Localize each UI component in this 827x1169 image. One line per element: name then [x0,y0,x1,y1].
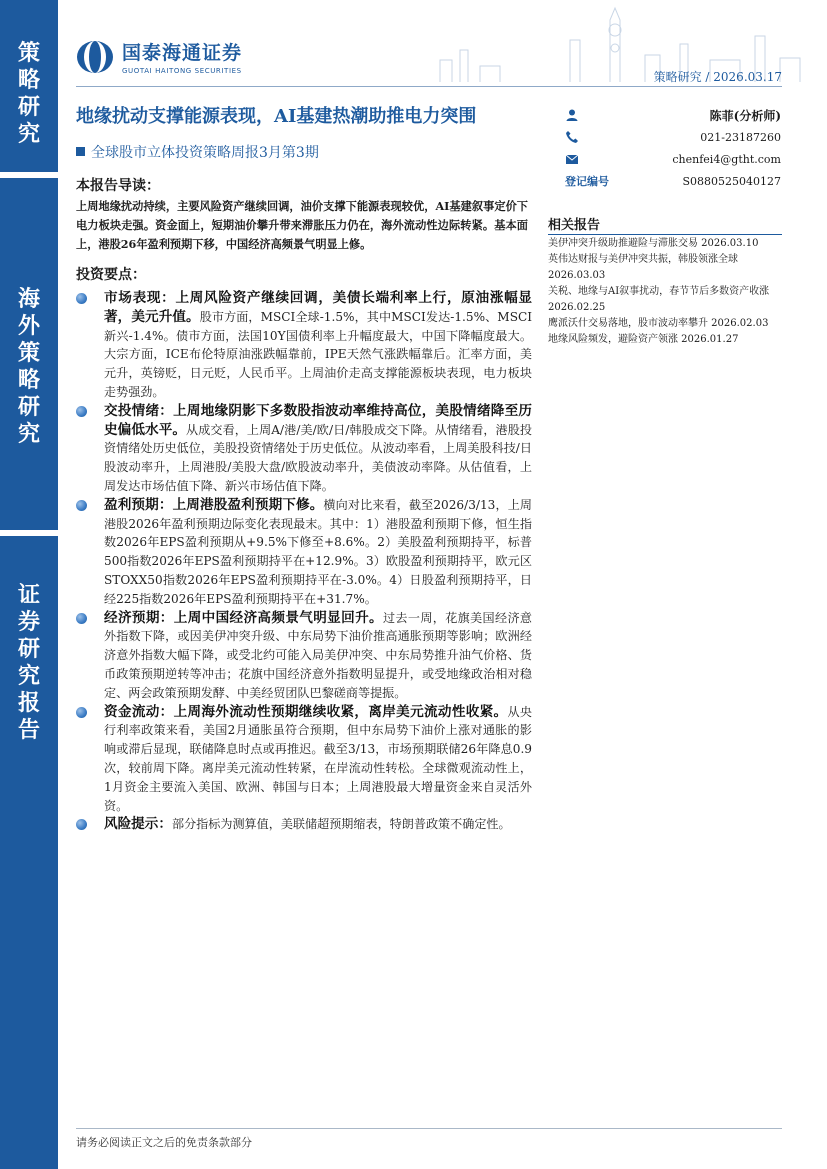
header-category: 策略研究 [653,70,702,84]
related-reports-heading: 相关报告 [548,218,601,233]
point-body: 从成交看，上周A/港/美/欧/日/韩股成交下降。从情绪看，港股投资情绪处历史低位，美股投资情绪处于历史低位。从波动率看，上周美股科技/日股波动率升，上周港股/美股大盘/欧股波动率升，美债波动率降。从估值看，上周发达市场估值下降、新兴市场估值下降。 [104,422,533,493]
footer-disclaimer: 请务必阅读正文之后的免责条款部分 [76,1136,252,1149]
sidebar-char: 究 [17,421,40,447]
sidebar-char: 略 [17,367,40,393]
point-body: 从央行利率政策来看，美国2月通胀虽符合预期，但中东局势下油价上涨对通胀的影响或滞后显现，联储降息时点或再推迟。截至3/13，市场预期联储26年降息0.9次，较前周下降。离岸美元流动性转紧，在岸流动性转松。全球微观流动性上，1月资金主要流入美国、欧洲、韩国与日本；上周港股最大增量资金来自灵活外资。 [104,704,532,813]
related-report-item[interactable]: 地缘风险频发，避险资产领涨 2026.01.27 [548,334,739,345]
footer-divider [76,1128,782,1129]
point-title: 经济预期：上周中国经济高频景气明显回升。 [104,609,383,626]
header-divider [76,86,782,87]
point-body: 过去一周，花旗美国经济意外指数下降，或因美伊冲突升级、中东局势下油价推高通胀预期等影响；欧洲经济意外指数大幅下降，或受北约可能入局美伊冲突、中东局势推升油气价格、货币政策预期逆转等冲击；花旗中国经济意外指数明显提升，或受地缘政治相对稳定、两会政策预期发酵、中美经贸团队巴黎磋商等提振。 [104,610,532,700]
sidebar-block-overseas [0,178,58,530]
investment-points [76,289,532,834]
round-bullet-icon [76,293,87,304]
sidebar-char: 报 [17,690,40,716]
point-item [76,496,532,609]
phone-icon [565,130,579,144]
sidebar-char: 策 [17,40,40,66]
brand-logo [76,38,242,75]
related-reports-divider [548,234,782,235]
sidebar-char: 策 [17,340,40,366]
round-bullet-icon [76,500,87,511]
analyst-phone: 021-23187260 [700,130,781,144]
intro-heading: 本报告导读： [76,178,160,194]
sidebar-char: 究 [17,121,40,147]
sidebar-char: 券 [17,609,40,635]
sidebar-char: 外 [17,313,40,339]
round-bullet-icon [76,707,87,718]
point-title: 资金流动：上周海外流动性预期继续收紧，离岸美元流动性收紧。 [104,703,508,720]
sidebar-char: 告 [17,717,40,743]
analyst-info [565,104,781,192]
point-title: 盈利预期：上周港股盈利预期下修。 [104,496,324,513]
round-bullet-icon [76,613,87,624]
sidebar-char: 略 [17,67,40,93]
points-heading: 投资要点： [76,267,146,283]
round-bullet-icon [76,819,87,830]
related-reports-list [548,236,784,348]
related-report-item[interactable]: 美伊冲突升级助推避险与滞胀交易 2026.03.10 [548,238,759,249]
related-report-item[interactable]: 英伟达财报与美伊冲突共振，韩股领涨全球 2026.03.03 [548,254,738,281]
sidebar-char: 海 [17,286,40,312]
sidebar-char: 研 [17,394,40,420]
square-bullet-icon [76,147,85,156]
point-item [76,703,532,816]
registration-number: S0880525040127 [682,174,781,188]
brand-name-en: GUOTAI HAITONG SECURITIES [122,67,242,75]
header-meta [654,68,782,85]
header-separator: / [705,70,710,84]
point-title: 市场表现：上周风险资产继续回调，美债长端利率上行，原油涨幅显著，美元升值。 [104,290,532,325]
related-report-item[interactable]: 鹰派沃什交易落地，股市波动率攀升 2026.02.03 [548,318,769,329]
point-body: 横向对比来看，截至2026/3/13，上周港股2026年盈利预期边际变化表现最末。其中：1）港股盈利预期下修，恒生指数2026年EPS盈利预期从+9.5%下修至+8.6%。2）美股盈利预期持平，标普500指数2026年EPS盈利预期持平在+12.9%。3）欧股盈利预期持平，欧元区STOXX50指数2026年EPS盈利预期持平在-3.0%。4）日股盈利预期持平，日经225指数2026年EPS盈利预期持平在+31.7%。 [104,497,532,606]
analyst-email[interactable]: chenfei4@gtht.com [672,152,781,166]
report-subtitle: 全球股市立体投资策略周报3月第3期 [91,145,319,161]
point-item [76,609,532,703]
email-icon [565,152,579,166]
related-report-item[interactable]: 关税、地缘与AI叙事扰动，春节节后多数资产收涨 2026.02.25 [548,286,770,313]
sidebar-char: 研 [17,636,40,662]
brand-name-cn: 国泰海通证券 [122,42,243,64]
analyst-name: 陈菲(分析师) [709,108,781,123]
left-sidebar [0,0,58,1169]
point-item [76,402,532,496]
sidebar-block-research-report [0,536,58,1169]
report-title: 地缘扰动支撑能源表现，AI基建热潮助推电力突围 [76,106,477,127]
user-icon [565,108,579,122]
registration-label: 登记编号 [565,175,609,188]
intro-text: 上周地缘扰动持续，主要风险资产继续回调，油价支撑下能源表现较优，AI基建叙事定价下电力板块走强。资金面上，短期油价攀升带来滞胀压力仍在，海外流动性边际转紧。基本面上，港股26年盈利预期下移，中国经济高频景气明显上修。 [76,199,528,251]
brand-mark-icon [76,40,114,74]
point-title: 风险提示： [104,816,172,833]
point-body: 部分指标为测算值，美联储超预期缩表，特朗普政策不确定性。 [171,817,511,832]
round-bullet-icon [76,406,87,417]
point-item [76,815,532,834]
sidebar-block-strategy [0,0,58,172]
report-subtitle-row [76,142,319,162]
sidebar-char: 究 [17,663,40,689]
point-item [76,289,532,402]
sidebar-char: 证 [17,582,40,608]
point-title: 交投情绪：上周地缘阴影下多数股指波动率维持高位，美股情绪降至历史偏低水平。 [104,402,532,438]
sidebar-char: 研 [17,94,40,120]
point-body: 股市方面，MSCI全球-1.5%，其中MSCI发达-1.5%、MSCI新兴-1.4%。债市方面，法国10Y国债利率上升幅度最大，中国下降幅度最大。大宗方面，ICE布伦特原油涨跌幅靠前，IPE天然气涨跌幅靠后。汇率方面，美元升，英镑贬，日元贬，人民币平。上周油价走高支撑能源板块表现，电力板块走势强劲。 [104,309,533,399]
header-date: 2026.03.17 [713,70,782,84]
